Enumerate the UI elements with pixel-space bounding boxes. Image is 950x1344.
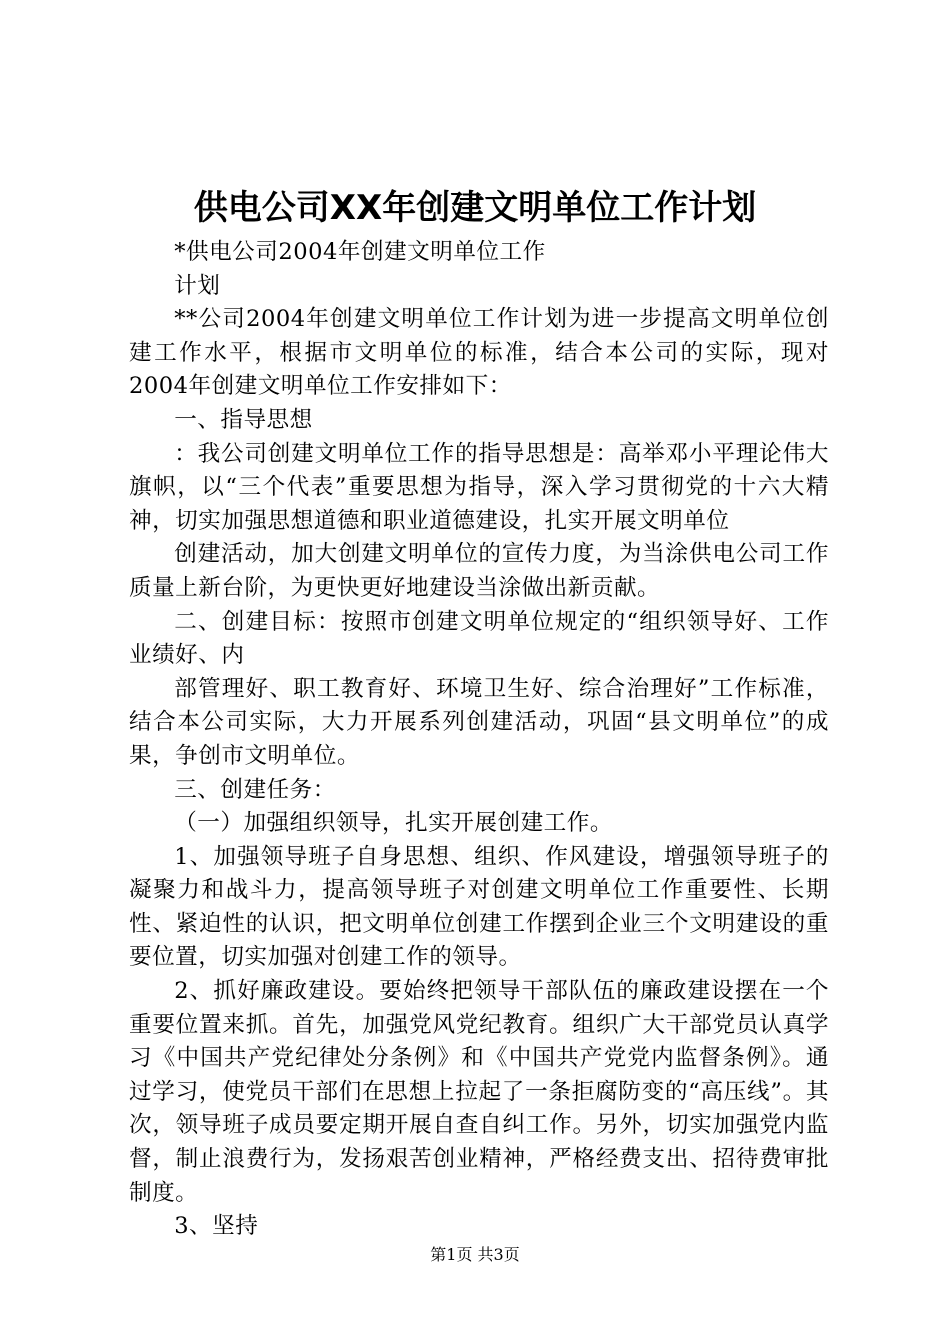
paragraph: 部管理好、职工教育好、环境卫生好、综合治理好”工作标准，结合本公司实际，大力开展系列创建活动，巩固“县文明单位”的成果，争创市文明单位。 bbox=[129, 675, 829, 769]
paragraph: 2、抓好廉政建设。要始终把领导干部队伍的廉政建设摆在一个重要位置来抓。首先，加强党风党纪教育。组织广大干部党员认真学习《中国共产党纪律处分条例》和《中国共产党党内监督条例》。通过学习，使党员干部们在思想上拉起了一条拒腐防变的“高压线”。其次，领导班子成员要定期开展自查自纠工作。另外，切实加强党内监督，制止浪费行为，发扬艰苦创业精神，严格经费支出、招待费审批制度。 bbox=[129, 978, 829, 1206]
paragraph: 3、坚持 bbox=[174, 1213, 259, 1240]
subsection-heading: （一）加强组织领导，扎实开展创建工作。 bbox=[174, 810, 613, 837]
document-title: 供电公司XX年创建文明单位工作计划 bbox=[193, 188, 757, 228]
document-body bbox=[129, 236, 829, 1244]
paragraph: 1、加强领导班子自身思想、组织、作风建设，增强领导班子的凝聚力和战斗力，提高领导班子对创建文明单位工作重要性、长期性、紧迫性的认识，把文明单位创建工作摆到企业三个文明建设的重要位置，切实加强对创建工作的领导。 bbox=[129, 843, 829, 971]
paragraph: ：我公司创建文明单位工作的指导思想是：高举邓小平理论伟大旗帜，以“三个代表”重要思想为指导，深入学习贯彻党的十六大精神，切实加强思想道德和职业道德建设，扎实开展文明单位 bbox=[129, 440, 829, 534]
paragraph: *供电公司2004年创建文明单位工作 bbox=[174, 239, 546, 265]
section-heading: 三、创建任务： bbox=[174, 776, 336, 803]
paragraph: 创建活动，加大创建文明单位的宣传力度，为当涂供电公司工作质量上新台阶，为更快更好地建设当涂做出新贡献。 bbox=[129, 541, 829, 601]
paragraph: 计划 bbox=[174, 272, 221, 299]
section-heading: 二、创建目标：按照市创建文明单位规定的“组织领导好、工作业绩好、内 bbox=[129, 608, 829, 669]
section-heading: 一、指导思想 bbox=[174, 406, 313, 433]
page-footer: 第1页 共3页 bbox=[430, 1245, 520, 1264]
paragraph: **公司2004年创建文明单位工作计划为进一步提高文明单位创建工作水平，根据市文明单位的标准，结合本公司的实际，现对2004年创建文明单位工作安排如下： bbox=[129, 306, 829, 400]
